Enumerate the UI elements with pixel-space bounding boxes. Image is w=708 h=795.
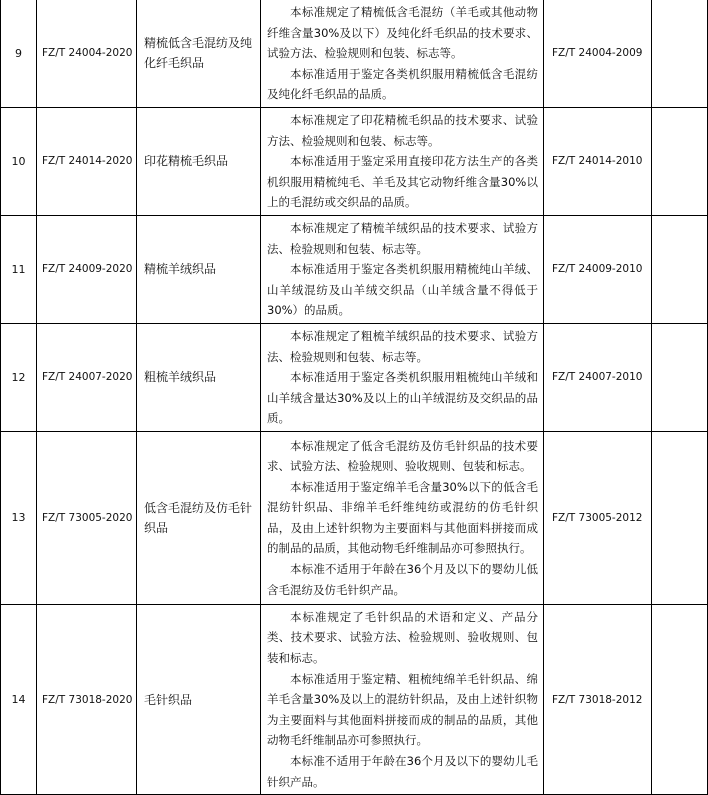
standard-description (261, 604, 544, 794)
standard-code: FZ/T 73005-2020 (37, 431, 137, 604)
description-paragraph: 本标准规定了低含毛混纺及仿毛针织品的技术要求、试验方法、检验规则、验收规则、包装和标志。 (267, 438, 538, 474)
standard-name: 毛针织品 (137, 604, 261, 794)
table-row (1, 215, 708, 323)
standard-description (261, 215, 544, 323)
standard-name: 精梳低含毛混纺及纯化纤毛织品 (137, 0, 261, 107)
description-paragraph: 本标准适用于鉴定绵羊毛含量30%以下的低含毛混纺针织品、非绵羊毛纤维纯纺或混纺的仿毛针织品，及由上述针织物为主要面料与其他面料拼接而成的制品的品质，其他动物毛纤维制品亦可参照执行。 (267, 479, 538, 556)
table-row (1, 0, 708, 107)
replaced-standard: FZ/T 73018-2012 (544, 604, 652, 794)
row-number: 11 (1, 215, 37, 323)
description-paragraph: 本标准适用于鉴定各类机织服用精梳低含毛混纺及纯化纤毛织品的品质。 (267, 66, 538, 102)
replaced-standard: FZ/T 24004-2009 (544, 0, 652, 107)
description-paragraph: 本标准不适用于年龄在36个月及以下的婴幼儿低含毛混纺及仿毛针织产品。 (267, 562, 538, 597)
table-body (1, 0, 708, 795)
table-row (1, 604, 708, 794)
note-cell (652, 107, 708, 215)
standard-code: FZ/T 24009-2020 (37, 215, 137, 323)
standard-name: 粗梳羊绒织品 (137, 323, 261, 431)
row-number: 12 (1, 323, 37, 431)
row-number: 14 (1, 604, 37, 794)
replaced-standard: FZ/T 24009-2010 (544, 215, 652, 323)
description-paragraph: 本标准规定了精梳羊绒织品的技术要求、试验方法、检验规则和包装、标志等。 (267, 220, 538, 256)
note-cell (652, 604, 708, 794)
row-number: 9 (1, 0, 37, 107)
replaced-standard: FZ/T 73005-2012 (544, 431, 652, 604)
description-paragraph: 本标准适用于鉴定采用直接印花方法生产的各类机织服用精梳纯毛、羊毛及其它动物纤维含量30%以上的毛混纺或交织品的品质。 (267, 154, 538, 210)
replaced-standard: FZ/T 24007-2010 (544, 323, 652, 431)
standard-description (261, 0, 544, 107)
standard-description (261, 431, 544, 604)
description-paragraph: 本标准适用于鉴定各类机织服用精梳纯山羊绒、山羊绒混纺及山羊绒交织品（山羊绒含量不得低于30%）的品质。 (267, 262, 538, 318)
standard-code: FZ/T 24007-2020 (37, 323, 137, 431)
description-paragraph: 本标准不适用于年龄在36个月及以下的婴幼儿毛针织产品。 (267, 754, 538, 789)
replaced-standard: FZ/T 24014-2010 (544, 107, 652, 215)
standard-description (261, 323, 544, 431)
note-cell (652, 431, 708, 604)
description-paragraph: 本标准适用于鉴定精、粗梳纯绵羊毛针织品、绵羊毛含量30%及以上的混纺针织品，及由上述针织物为主要面料与其他面料拼接而成的制品的品质，其他动物毛纤维制品亦可参照执行。 (267, 671, 538, 748)
standard-code: FZ/T 73018-2020 (37, 604, 137, 794)
table-row (1, 323, 708, 431)
standard-description (261, 107, 544, 215)
standard-code: FZ/T 24004-2020 (37, 0, 137, 107)
note-cell (652, 215, 708, 323)
description-paragraph: 本标准适用于鉴定各类机织服用粗梳纯山羊绒和山羊绒含量达30%及以上的山羊绒混纺及交织品的品质。 (267, 370, 538, 426)
description-paragraph: 本标准规定了毛针织品的术语和定义、产品分类、技术要求、试验方法、检验规则、验收规则、包装和标志。 (267, 609, 538, 666)
standard-code: FZ/T 24014-2020 (37, 107, 137, 215)
note-cell (652, 323, 708, 431)
table-row (1, 107, 708, 215)
row-number: 10 (1, 107, 37, 215)
description-paragraph: 本标准规定了粗梳羊绒织品的技术要求、试验方法、检验规则和包装、标志等。 (267, 328, 538, 364)
note-cell (652, 0, 708, 107)
row-number: 13 (1, 431, 37, 604)
standard-name: 印花精梳毛织品 (137, 107, 261, 215)
description-paragraph: 本标准规定了印花精梳毛织品的技术要求、试验方法、检验规则和包装、标志等。 (267, 112, 538, 148)
standard-name: 低含毛混纺及仿毛针织品 (137, 431, 261, 604)
description-paragraph: 本标准规定了精梳低含毛混纺（羊毛或其他动物纤维含量30%及以下）及纯化纤毛织品的技术要求、试验方法、检验规则和包装、标志等。 (267, 5, 538, 61)
standard-name: 精梳羊绒织品 (137, 215, 261, 323)
table-row (1, 431, 708, 604)
